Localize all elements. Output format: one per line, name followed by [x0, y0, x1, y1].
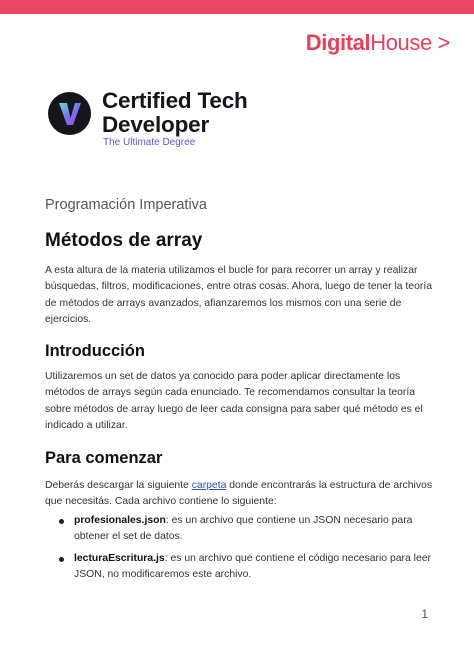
- digitalhouse-logo: [306, 30, 450, 56]
- para-comenzar-paragraph: [45, 478, 437, 511]
- page-number: 1: [421, 607, 428, 621]
- bullet-icon: [59, 557, 64, 562]
- logo-line-1: Certified Tech: [102, 88, 248, 113]
- section-heading-para-comenzar: Para comenzar: [45, 449, 163, 467]
- file-name: profesionales.json: [74, 515, 166, 526]
- page-title: Métodos de array: [45, 230, 203, 251]
- carpeta-link[interactable]: carpeta: [191, 480, 227, 491]
- file-name: lecturaEscritura.js: [74, 552, 165, 564]
- file-description: : es un archivo que contiene el código necesario para leer JSON, no modificaremos este archivo.: [74, 552, 431, 580]
- certified-tech-developer-wordmark: [102, 89, 248, 137]
- para-comenzar-text-2: donde encontrarás la estructura de archivos que necesitás. Cada archivo contiene lo siguiente:: [45, 480, 433, 508]
- list-item: [45, 513, 437, 546]
- file-list: [45, 513, 437, 588]
- file-description: : es un archivo que contiene un JSON necesario para obtener el set de datos.: [74, 515, 413, 543]
- brand-bold: Digital: [305, 30, 371, 55]
- ctd-logo-icon: [48, 92, 91, 135]
- para-comenzar-text-1: Deberás descargar la siguiente: [45, 480, 192, 491]
- brand-regular: House: [370, 30, 432, 55]
- list-item: [45, 551, 437, 584]
- section-heading-introduccion: Introducción: [45, 342, 145, 360]
- brand-symbol: >: [437, 30, 450, 55]
- top-accent-bar: [0, 0, 474, 14]
- subject-label: Programación Imperativa: [45, 197, 207, 213]
- intro-paragraph: A esta altura de la materia utilizamos el bucle for para recorrer un array y realizar búsquedas, filtros, modificaciones, entre otras cosas. Ahora, luego de tener la teoría de métodos de arrays avanzados, afianzaremos los mismos con una serie de ejercicios.: [45, 265, 432, 325]
- logo-line-2: Developer: [102, 112, 209, 137]
- bullet-icon: [59, 519, 64, 524]
- introduccion-paragraph: Utilizaremos un set de datos ya conocido para poder aplicar directamente los métodos de arrays según cada enunciado. Te recomendamos consultar la teoría sobre métodos de array luego de leer cada consigna para saber qué método es el indicado a utilizar.: [45, 371, 423, 431]
- logo-tagline: The Ultimate Degree: [103, 137, 196, 148]
